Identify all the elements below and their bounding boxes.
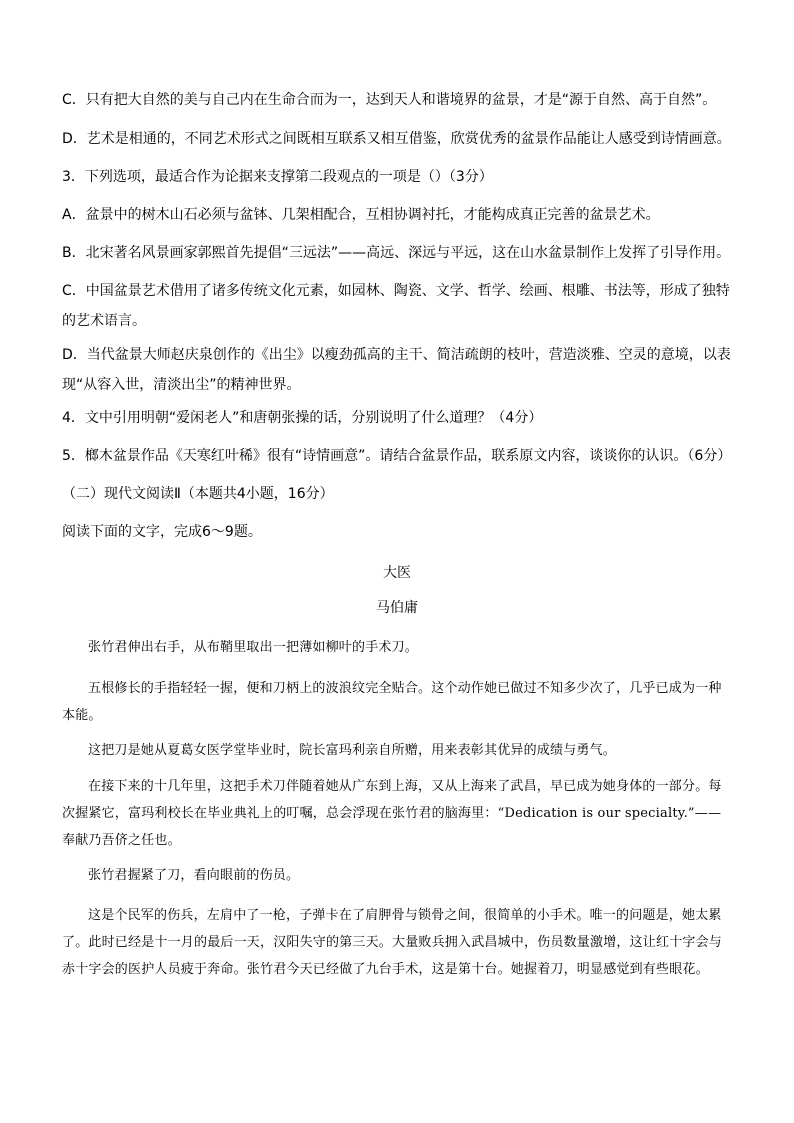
story-paragraph: 五根修长的手指轻轻一握，便和刀柄上的波浪纹完全贴合。这个动作她已做过不知多少次了，几乎已成为一种本能。: [62, 681, 722, 723]
q3-option-c: C．中国盆景艺术借用了诸多传统文化元素，如园林、陶瓷、文学、哲学、绘画、根雕、书法等，形成了独特的艺术语言。: [62, 283, 730, 329]
story-paragraph: 这是个民军的伤兵，左肩中了一枪，子弹卡在了肩胛骨与锁骨之间，很简单的小手术。唯一的问题是，她太累了。此时已经是十一月的最后一天，汉阳失守的第三天。大量败兵拥入武昌城中，伤员数量激增，这让红十字会与赤十字会的医护人员疲于奔命。张竹君今天已经做了九台手术，这是第十台。她握着刀，明显感觉到有些眼花。: [62, 908, 723, 977]
q2-option-c: C．只有把大自然的美与自己内在生命合而为一，达到天人和谐境界的盆景，才是“源于自然、高于自然”。: [62, 92, 717, 108]
section-heading: （二）现代文阅读Ⅱ（本题共4小题，16分）: [62, 486, 334, 502]
question-3: 3．下列选项，最适合作为论据来支撑第二段观点的一项是（）（3分）: [62, 169, 493, 185]
q3-option-b: B．北宋著名风景画家郭熙首先提倡“三远法”——高远、深远与平远，这在山水盆景制作上发挥了引导作用。: [62, 245, 731, 261]
story-author: 马伯庸: [376, 600, 418, 616]
question-4: 4．文中引用明朝“爱闲老人”和唐朝张操的话，分别说明了什么道理？（4分）: [62, 410, 543, 426]
q3-option-a: A．盆景中的树木山石必须与盆钵、几架相配合，互相协调衬托，才能构成真正完善的盆景艺术。: [62, 207, 660, 223]
question-5: 5．榔木盆景作品《天寒红叶稀》很有“诗情画意”。请结合盆景作品，联系原文内容，谈谈你的认识。（6分）: [62, 448, 732, 464]
story-paragraph: 张竹君握紧了刀，看向眼前的伤员。: [88, 868, 300, 883]
section-instruction: 阅读下面的文字，完成6～9题。: [62, 524, 262, 540]
story-paragraph: 在接下来的十几年里，这把手术刀伴随着她从广东到上海，又从上海来了武昌，早已成为她身体的一部分。每次握紧它，富玛利校长在毕业典礼上的叮嘱，总会浮现在张竹君的脑海里：“Dedication is our specialty.”——奉献乃吾侪之任也。: [62, 779, 722, 848]
story-paragraph: 这把刀是她从夏葛女医学堂毕业时，院长富玛利亲自所赠，用来表彰其优异的成绩与勇气。: [88, 743, 617, 758]
q3-option-d: D．当代盆景大师赵庆泉创作的《出尘》以瘦劲孤高的主干、简洁疏朗的枝叶，营造淡雅、空灵的意境，以表现“从容入世，清淡出尘”的精神世界。: [62, 347, 731, 393]
q2-option-d: D．艺术是相通的，不同艺术形式之间既相互联系又相互借鉴，欣赏优秀的盆景作品能让人感受到诗情画意。: [62, 131, 731, 147]
story-paragraph: 张竹君伸出右手，从布鞘里取出一把薄如柳叶的手术刀。: [88, 640, 419, 655]
story-title: 大医: [383, 565, 411, 581]
